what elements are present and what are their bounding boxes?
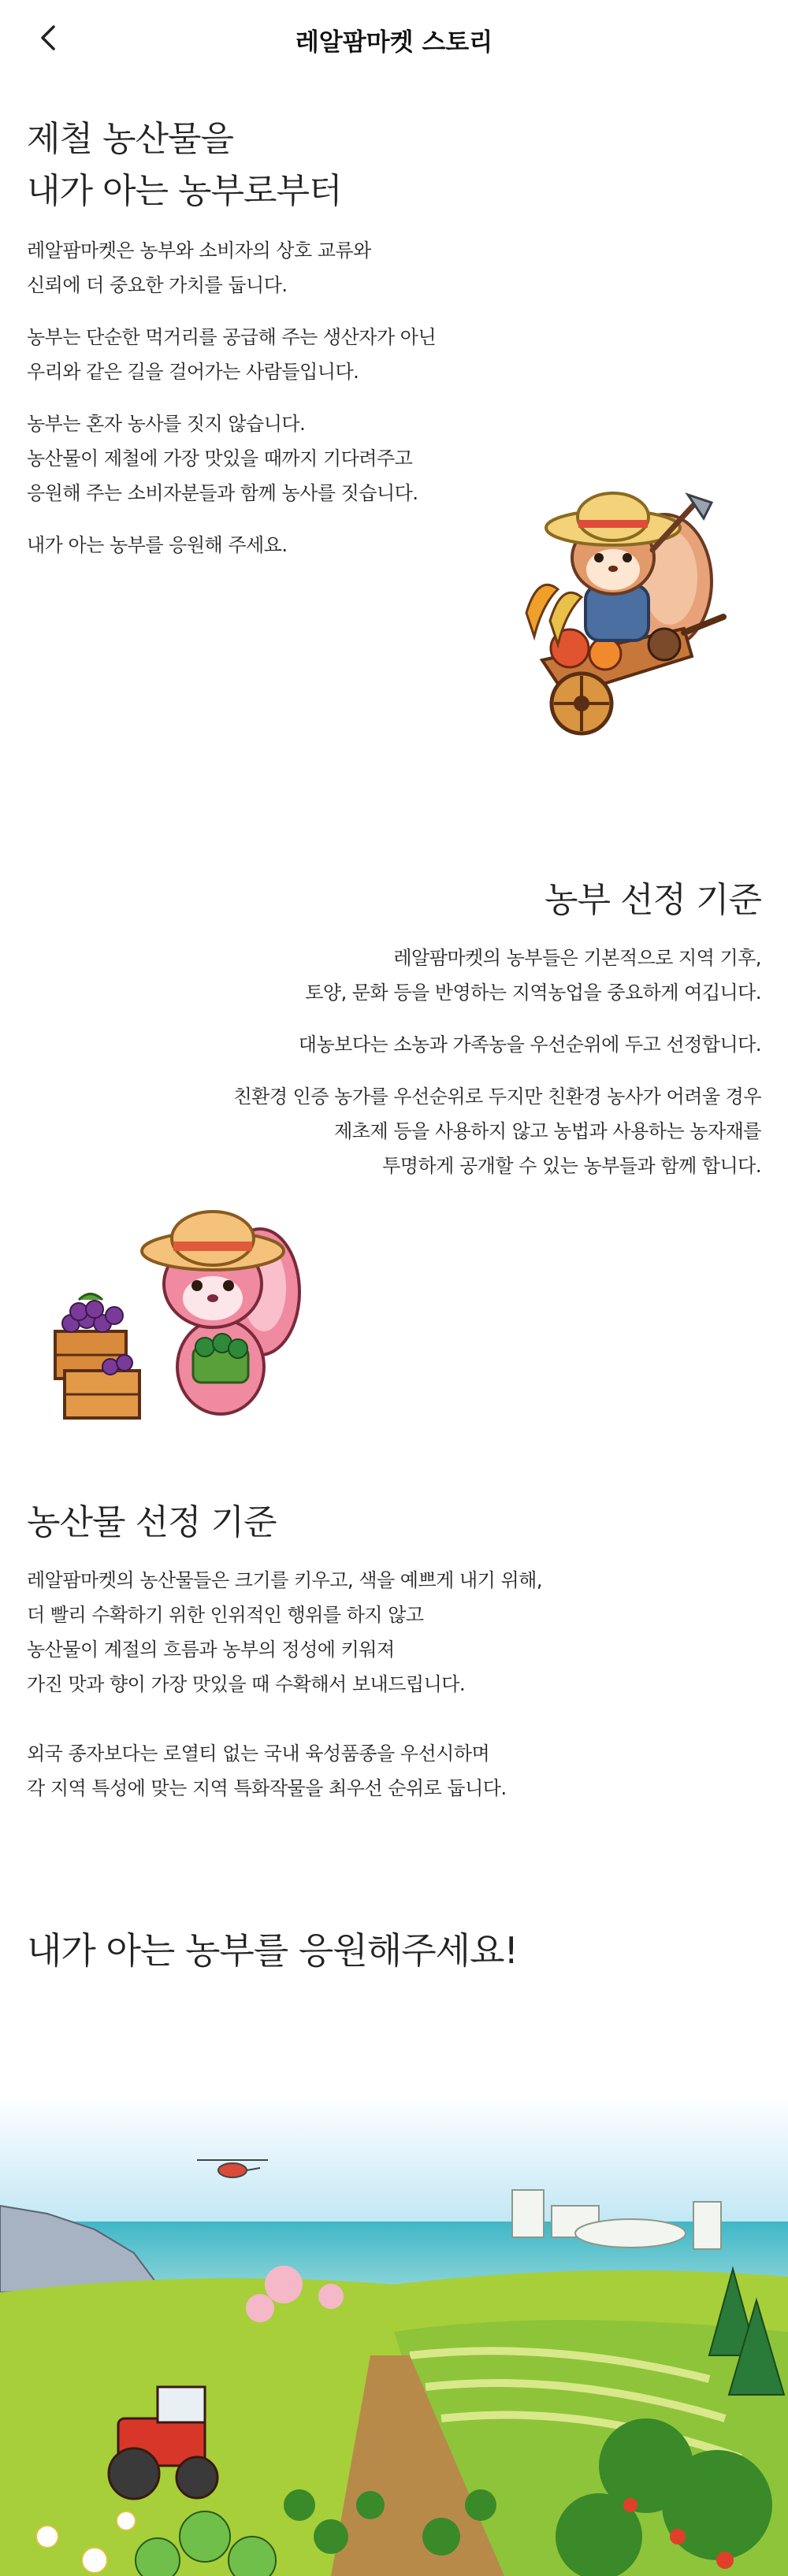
- produce-criteria-section: [27, 1497, 626, 1840]
- text-line: 더 빨리 수확하기 위한 인위적인 행위를 하지 않고: [27, 1604, 424, 1626]
- support-farmer-section: [27, 1925, 736, 1977]
- intro-paragraph: [27, 320, 515, 389]
- criteria-paragraph: [162, 1027, 761, 1062]
- criteria-paragraph: [27, 1563, 626, 1702]
- top-header: [0, 0, 788, 76]
- text-line: 레알팜마켓은 농부와 소비자의 상호 교류와: [27, 239, 371, 262]
- page-title: 레알팜마켓 스토리: [295, 28, 493, 57]
- text-line: 응원해 주는 소비자분들과 함께 농사를 짓습니다.: [27, 482, 418, 504]
- text-line: 외국 종자보다는 로열티 없는 국내 육성품종을 우선시하며: [27, 1743, 490, 1765]
- support-farmer-title: 내가 아는 농부를 응원해주세요!: [27, 1929, 518, 1972]
- text-line: 우리와 같은 길을 걸어가는 사람들입니다.: [27, 361, 359, 383]
- text-line: 가진 맛과 향이 가장 맛있을 때 수확해서 보내드립니다.: [27, 1673, 466, 1695]
- farm-landscape-illustration: [0, 2095, 788, 2576]
- farmer-criteria-section: [162, 874, 761, 1201]
- text-line: 대농보다는 소농과 가족농을 우선순위에 두고 선정합니다.: [298, 1034, 761, 1056]
- intro-title: [27, 113, 515, 217]
- intro-title-line: 제철 농산물을: [27, 119, 234, 159]
- text-line: 각 지역 특성에 맞는 지역 특화작물을 최우선 순위로 둡니다.: [27, 1777, 507, 1799]
- text-line: 레알팜마켓의 농부들은 기본적으로 지역 기후,: [393, 947, 761, 969]
- text-line: 토양, 문화 등을 반영하는 지역농업을 중요하게 여깁니다.: [305, 982, 761, 1004]
- text-line: 친환경 인증 농가를 우선순위로 두지만 친환경 농사가 어려울 경우: [233, 1086, 761, 1108]
- text-line: 제초제 등을 사용하지 않고 농법과 사용하는 농자재를: [334, 1120, 761, 1142]
- criteria-paragraph: [162, 941, 761, 1010]
- criteria-paragraph: [162, 1079, 761, 1183]
- text-line: 농산물이 제철에 가장 맛있을 때까지 기다려주고: [27, 447, 413, 470]
- story-intro-section: [27, 113, 515, 580]
- text-line: 농부는 단순한 먹거리를 공급해 주는 생산자가 아닌: [27, 326, 437, 348]
- intro-paragraph: [27, 528, 515, 562]
- produce-criteria-title: 농산물 선정 기준: [27, 1502, 277, 1542]
- farmer-criteria-title: 농부 선정 기준: [545, 880, 761, 920]
- text-line: 신뢰에 더 중요한 가치를 둡니다.: [27, 274, 288, 296]
- intro-paragraph: [27, 233, 515, 303]
- squirrel-with-grapes-illustration: [47, 1197, 323, 1434]
- criteria-paragraph: [27, 1736, 626, 1806]
- intro-title-line: 내가 아는 농부로부터: [27, 171, 342, 211]
- text-line: 농부는 혼자 농사를 짓지 않습니다.: [27, 413, 306, 435]
- text-line: 내가 아는 농부를 응원해 주세요.: [27, 534, 288, 556]
- intro-paragraph: [27, 406, 515, 510]
- squirrel-farmer-wheelbarrow-illustration: [495, 479, 731, 747]
- text-line: 레알팜마켓의 농산물들은 크기를 키우고, 색을 예쁘게 내기 위해,: [27, 1569, 542, 1591]
- text-line: 농산물이 계절의 흐름과 농부의 정성에 키워져: [27, 1639, 395, 1661]
- text-line: 투명하게 공개할 수 있는 농부들과 함께 합니다.: [382, 1155, 761, 1177]
